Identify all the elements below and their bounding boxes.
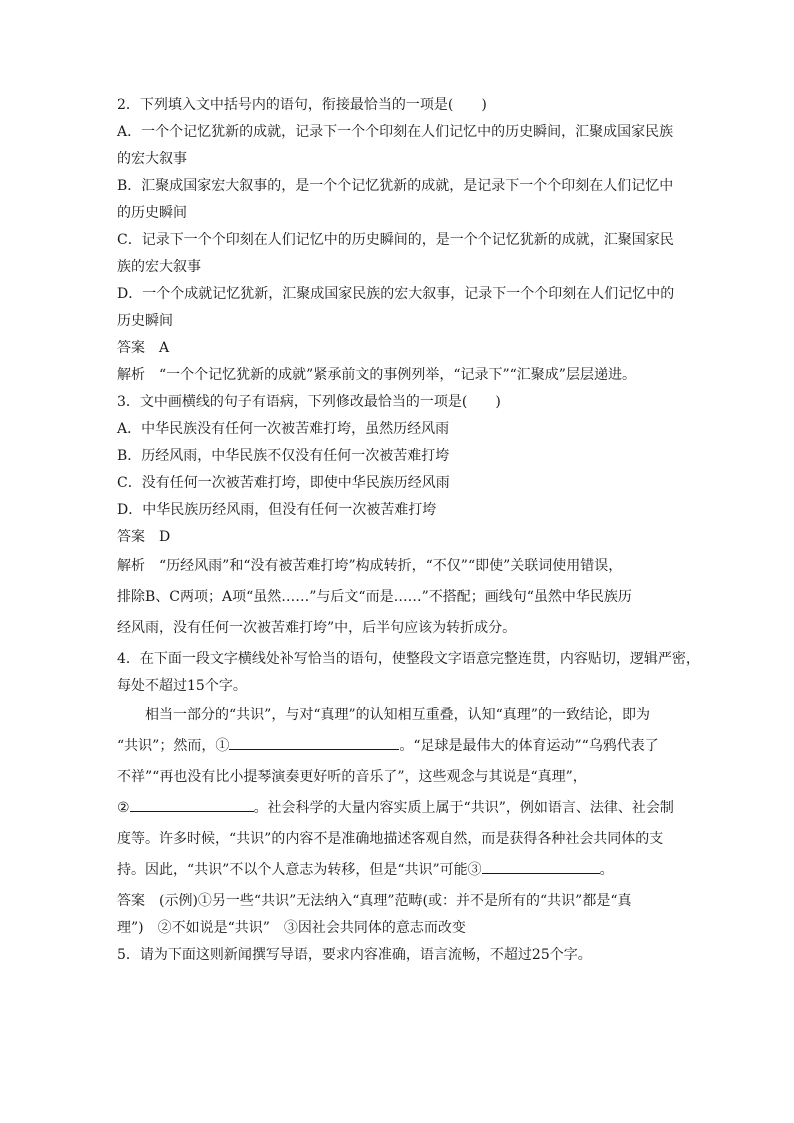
q3-analysis-text-1: “历经风雨”和“没有被苦难打垮”构成转折，“不仅”“即使”关联词使用错误， xyxy=(159,558,623,574)
q2-option-c-line1: C．记录下一个个印刻在人们记忆中的历史瞬间的，是一个个记忆犹新的成就，汇聚国家民 xyxy=(117,232,674,248)
q4-passage-line3: 不祥”“再也没有比小提琴演奏更好听的音乐了”，这些观念与其说是“真理”， xyxy=(117,769,587,785)
q4-passage-line2-b: 。“足球是最伟大的体育运动”“乌鸦代表了 xyxy=(399,738,659,754)
q3-analysis-line2: 排除B、C两项；A项“虽然……”与后文“而是……”不搭配；画线句“虽然中华民族历 xyxy=(117,589,632,605)
q4-passage xyxy=(117,700,677,886)
q4-answer-text-1: (示例)①另一些“共识”无法纳入“真理”范畴(或：并不是所有的“共识”都是“真 xyxy=(159,893,632,909)
q4-passage-line1: 相当一部分的“共识”，与对“真理”的认知相互重叠，认知“真理”的一致结论，即为 xyxy=(145,707,650,723)
q4-passage-line5: 度等。许多时候，“共识”的内容不是准确地描述客观自然，而是获得各种社会共同体的支 xyxy=(117,831,664,847)
q3-analysis-line1 xyxy=(117,551,677,582)
q2-option-b-line2: 的历史瞬间 xyxy=(117,205,187,221)
q3-option-b: B．历经风雨，中华民族不仅没有任何一次被苦难打垮 xyxy=(117,448,450,464)
blank-3[interactable] xyxy=(482,858,600,874)
q4-passage-line6 xyxy=(117,855,677,886)
q2-option-b-line1: B．汇聚成国家宏大叙事的，是一个个记忆犹新的成就，是记录下一个个印刻在人们记忆中 xyxy=(117,178,674,194)
q5-stem: 5．请为下面这则新闻撰写导语，要求内容准确，语言流畅，不超过25个字。 xyxy=(117,947,592,963)
document-content xyxy=(117,92,700,969)
q4-answer-line1 xyxy=(117,888,677,915)
q2-stem: 2．下列填入文中括号内的语句，衔接最恰当的一项是( ) xyxy=(117,97,487,113)
q4-passage-line4-a: ② xyxy=(117,800,130,816)
q2-option-d-line1: D．一个个成就记忆犹新，汇聚成国家民族的宏大叙事，记录下一个个印刻在人们记忆中的 xyxy=(117,286,675,302)
q3-stem: 3．文中画横线的句子有语病，下列修改最恰当的一项是( ) xyxy=(117,394,501,410)
q2-answer-value: A xyxy=(159,340,170,356)
q4-passage-line6-b: 。 xyxy=(599,862,614,878)
q4-stem-line2: 每处不超过15个字。 xyxy=(117,678,247,694)
q2-analysis-label: 解析 xyxy=(117,367,145,383)
q2-answer-label: 答案 xyxy=(117,340,145,356)
q2-analysis-text: “一个个记忆犹新的成就”紧承前文的事例列举，“记录下”“汇聚成”层层递进。 xyxy=(159,367,636,383)
q4-answer-line2: 理”) ②不如说是“共识” ③因社会共同体的意志而改变 xyxy=(117,920,466,936)
q3-answer-label: 答案 xyxy=(117,529,145,545)
q4-passage-line4-b: 。社会科学的大量内容实质上属于“共识”，例如语言、法律、社会制 xyxy=(253,800,674,816)
q4-passage-line6-a: 持。因此，“共识”不以个人意志为转移，但是“共识”可能③ xyxy=(117,862,482,878)
q2-answer xyxy=(117,335,677,362)
q4-stem-line1: 4．在下面一段文字横线处补写恰当的语句，使整段文字语意完整连贯，内容贴切，逻辑严密， xyxy=(117,651,700,667)
q2-analysis xyxy=(117,362,677,389)
blank-1[interactable] xyxy=(229,734,399,750)
q3-answer xyxy=(117,524,677,551)
q4-passage-line4 xyxy=(117,793,677,824)
blank-2[interactable] xyxy=(130,796,254,812)
q3-analysis-line3: 经风雨，没有任何一次被苦难打垮”中，后半句应该为转折成分。 xyxy=(117,620,517,636)
q2-option-c-line2: 族的宏大叙事 xyxy=(117,259,201,275)
q4-answer-label: 答案 xyxy=(117,893,145,909)
q2-option-a-line1: A．一个个记忆犹新的成就，记录下一个个印刻在人们记忆中的历史瞬间，汇聚成国家民族 xyxy=(117,124,674,140)
q3-option-a: A．中华民族没有任何一次被苦难打垮，虽然历经风雨 xyxy=(117,421,450,437)
q2-option-d-line2: 历史瞬间 xyxy=(117,313,173,329)
q2-option-a-line2: 的宏大叙事 xyxy=(117,151,187,167)
q4-passage-line2 xyxy=(117,731,677,762)
q3-option-c: C．没有任何一次被苦难打垮，即使中华民族历经风雨 xyxy=(117,475,450,491)
q4-passage-line2-a: “共识”；然而，① xyxy=(117,738,230,754)
q3-analysis-label: 解析 xyxy=(117,558,145,574)
q3-option-d: D．中华民族历经风雨，但没有任何一次被苦难打垮 xyxy=(117,502,437,518)
q3-answer-value: D xyxy=(159,529,171,545)
